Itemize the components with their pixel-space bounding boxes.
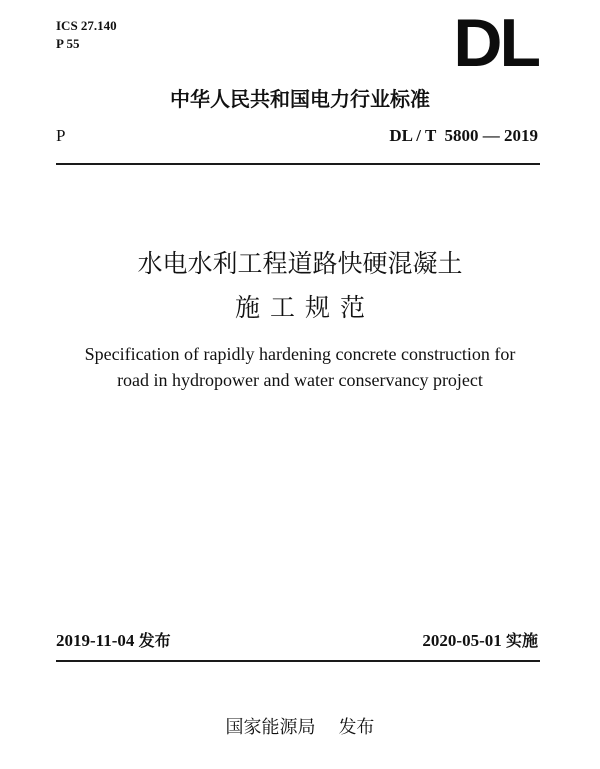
classification-code: P (56, 126, 66, 145)
english-title-line-2: road in hydropower and water conservancy project (117, 370, 483, 390)
chinese-title-line-1: 水电水利工程道路快硬混凝土 (137, 249, 463, 278)
standard-number: DL / T 5800 — 2019 (389, 126, 538, 145)
top-divider (56, 163, 540, 165)
implementation-date: 2020-05-01 (422, 631, 502, 650)
issue-label: 发布 (138, 631, 171, 650)
issue-date-block (56, 630, 171, 652)
english-title-line-1: Specification of rapidly hardening concrete construction for (84, 344, 516, 364)
ics-code: ICS 27.140 (56, 18, 117, 33)
classification-code-top: P 55 (56, 36, 80, 51)
implementation-date-block (422, 630, 538, 652)
bottom-divider (56, 660, 540, 662)
chinese-title-line-2: 施工规范 (234, 293, 375, 322)
issuer-title: 中华人民共和国电力行业标准 (170, 87, 430, 111)
issue-date: 2019-11-04 (56, 631, 135, 650)
publisher-line (0, 716, 600, 740)
publisher-name: 国家能源局 (225, 717, 316, 738)
dl-logo: DL (453, 5, 538, 81)
implementation-label: 实施 (505, 631, 538, 650)
publisher-action: 发布 (338, 717, 375, 738)
